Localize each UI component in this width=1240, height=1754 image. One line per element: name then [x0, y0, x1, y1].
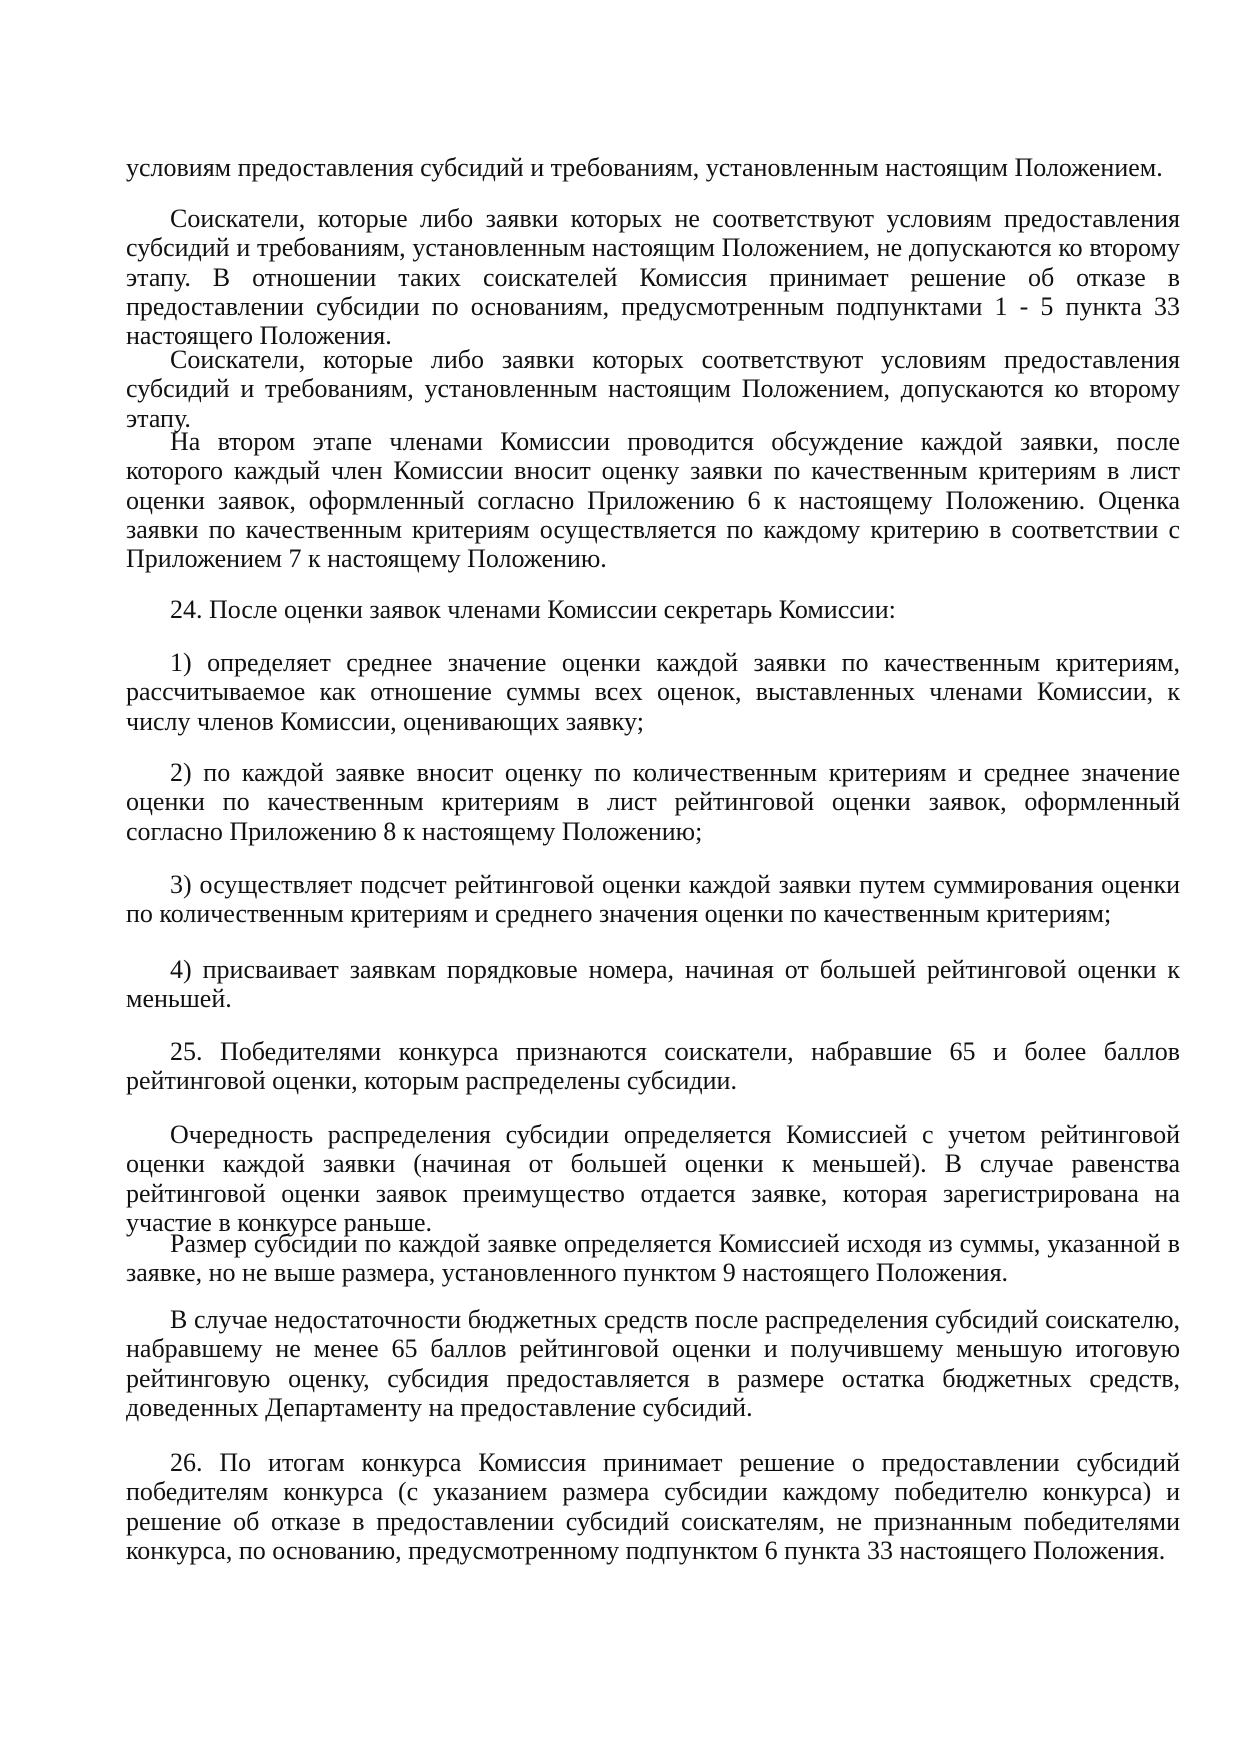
paragraph-subitem-4: 4) присваивает заявкам порядковые номера, начиная от большей рейтинговой оценки к меньшей. [126, 955, 1180, 1014]
paragraph-subitem-3: 3) осуществляет подсчет рейтинговой оценки каждой заявки путем суммирования оценки по количественным критериям и среднего значения оценки по качественным критериям; [126, 870, 1180, 929]
paragraph-not-admitted: Соискатели, которые либо заявки которых не соответствуют условиям предоставления субсидий и требованиям, установленным настоящим Положением, не допускаются ко второму этапу. В отношении таких соискателей Комиссия принимает решение об отказе в предоставлении субсидии по основаниям, предусмотренным подпунктами 1 - 5 пункта 33 настоящего Положения. [126, 204, 1180, 351]
paragraph-subsidy-size: Размер субсидии по каждой заявке определяется Комиссией исходя из суммы, указанной в заявке, но не выше размера, установленного пунктом 9 настоящего Положения. [126, 1229, 1180, 1288]
paragraph-subitem-1: 1) определяет среднее значение оценки каждой заявки по качественным критериям, рассчитываемое как отношение суммы всех оценок, выставленных членами Комиссии, к числу членов Комиссии, оценивающих заявку; [126, 648, 1180, 736]
paragraph-item-24: 24. После оценки заявок членами Комиссии секретарь Комиссии: [170, 595, 896, 624]
paragraph-subitem-2: 2) по каждой заявке вносит оценку по количественным критериям и среднее значение оценки по качественным критериям в лист рейтинговой оценки заявок, оформленный согласно Приложению 8 к настоящему Положению; [126, 758, 1180, 846]
paragraph-insufficient-funds: В случае недостаточности бюджетных средств после распределения субсидий соискателю, набравшему не менее 65 баллов рейтинговой оценки и получившему меньшую итоговую рейтинговую оценку, субсидия предоставляется в размере остатка бюджетных средств, доведенных Департаменту на предоставление субсидий. [126, 1305, 1180, 1422]
paragraph-admitted: Соискатели, которые либо заявки которых соответствуют условиям предоставления субсидий и требованиям, установленным настоящим Положением, допускаются ко второму этапу. [126, 345, 1180, 433]
paragraph-priority: Очередность распределения субсидии определяется Комиссией с учетом рейтинговой оценки каждой заявки (начиная от большей оценки к меньшей). В случае равенства рейтинговой оценки заявок преимущество отдается заявке, которая зарегистрирована на участие в конкурсе раньше. [126, 1120, 1180, 1237]
paragraph-item-25: 25. Победителями конкурса признаются соискатели, набравшие 65 и более баллов рейтинговой оценки, которым распределены субсидии. [126, 1037, 1180, 1096]
paragraph-second-stage: На втором этапе членами Комиссии проводится обсуждение каждой заявки, после которого каждый член Комиссии вносит оценку заявки по качественным критериям в лист оценки заявок, оформленный согласно Приложению 6 к настоящему Положению. Оценка заявки по качественным критериям осуществляется по каждому критерию в соответствии с Приложением 7 к настоящему Положению. [126, 427, 1180, 574]
paragraph-continuation: условиям предоставления субсидий и требованиям, установленным настоящим Положением. [126, 153, 1163, 182]
paragraph-item-26: 26. По итогам конкурса Комиссия принимает решение о предоставлении субсидий победителям конкурса (с указанием размера субсидии каждому победителю конкурса) и решение об отказе в предоставлении субсидий соискателям, не признанным победителями конкурса, по основанию, предусмотренному подпунктом 6 пункта 33 настоящего Положения. [126, 1448, 1180, 1565]
